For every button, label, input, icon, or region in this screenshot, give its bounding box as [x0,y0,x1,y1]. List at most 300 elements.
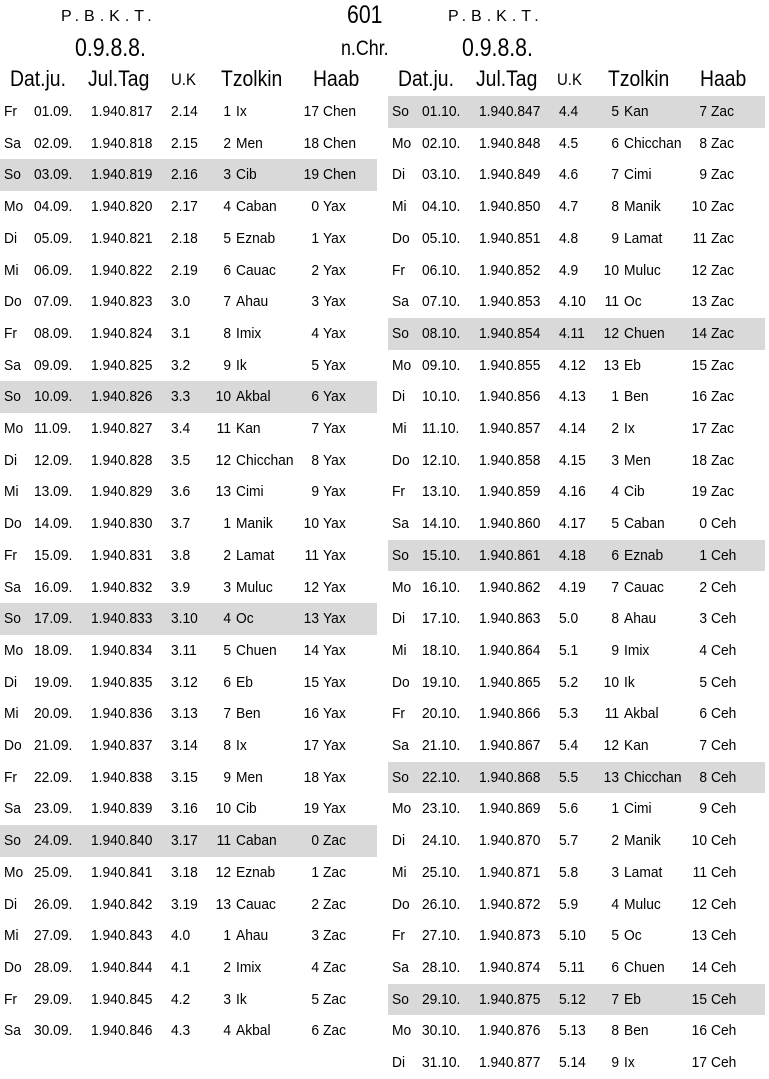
table-row [388,762,765,794]
julian-day-cell: 1.940.872 [479,895,541,913]
table-row [0,1015,377,1047]
haab-name-cell: Ceh [711,737,737,754]
haab-number-cell: 3 [699,610,707,628]
haab-number-cell: 1 [311,863,319,881]
julian-day-cell: 1.940.877 [479,1054,541,1071]
table-row [388,159,765,191]
date-cell: 17.10. [422,610,461,628]
tzolkin-name-cell: Eb [624,990,641,1008]
date-cell: 15.09. [34,546,73,564]
tzolkin-name-cell: Chicchan [624,134,682,152]
right-correlation-version: 0.9.8.8. [462,34,533,62]
tzolkin-name-cell: Oc [624,927,642,945]
date-cell: 08.10. [422,324,461,342]
weekday-cell: So [4,832,21,850]
table-row [388,667,765,699]
weekday-cell: Do [392,451,410,469]
tzolkin-number-cell: 2 [223,958,231,976]
tzolkin-name-cell: Cimi [236,483,264,501]
tzolkin-name-cell: Men [236,768,263,786]
uk-cell: 4.7 [559,198,579,216]
julian-day-cell: 1.940.818 [91,134,153,152]
table-row [388,223,765,255]
header-tzolkin: Tzolkin [608,66,670,91]
table-row [0,381,377,413]
table-row [0,413,377,445]
table-row [388,603,765,635]
haab-name-cell: Zac [323,832,347,850]
weekday-cell: Di [4,229,18,247]
haab-number-cell: 9 [311,483,319,501]
tzolkin-number-cell: 13 [603,356,619,374]
haab-number-cell: 9 [699,800,707,818]
julian-day-cell: 1.940.857 [479,420,541,437]
uk-cell: 5.11 [559,958,585,976]
haab-number-cell: 0 [699,515,707,533]
date-cell: 09.09. [34,356,73,374]
uk-cell: 2.14 [171,103,198,120]
julian-day-cell: 1.940.843 [91,927,153,945]
haab-name-cell: Zac [711,166,735,184]
weekday-cell: Mo [4,863,24,881]
tzolkin-number-cell: 12 [603,737,619,754]
julian-day-cell: 1.940.835 [91,673,153,691]
julian-day-cell: 1.940.846 [91,1022,153,1040]
date-cell: 22.09. [34,768,73,786]
tzolkin-name-cell: Eznab [236,863,276,881]
haab-number-cell: 17 [303,737,319,754]
table-row [0,191,377,223]
haab-name-cell: Ceh [711,641,737,659]
haab-number-cell: 2 [311,261,319,279]
tzolkin-name-cell: Men [236,134,263,152]
table-row [0,350,377,382]
julian-day-cell: 1.940.861 [479,546,541,564]
haab-name-cell: Ceh [711,990,737,1008]
tzolkin-number-cell: 4 [223,610,231,628]
date-cell: 14.09. [34,515,73,533]
weekday-cell: Mo [4,641,24,659]
haab-number-cell: 11 [692,229,707,247]
date-cell: 17.09. [34,610,73,628]
date-cell: 14.10. [422,515,461,533]
haab-number-cell: 19 [303,800,319,818]
tzolkin-name-cell: Muluc [624,895,661,913]
haab-number-cell: 15 [691,356,707,374]
date-cell: 13.09. [34,483,73,501]
tzolkin-number-cell: 10 [603,261,619,279]
table-row [0,920,377,952]
weekday-cell: Di [392,610,406,628]
haab-name-cell: Yax [323,293,346,311]
haab-name-cell: Zac [711,324,735,342]
date-cell: 02.10. [422,134,461,152]
haab-name-cell: Yax [323,800,346,818]
weekday-cell: Mo [392,578,412,596]
uk-cell: 3.3 [171,388,191,406]
haab-name-cell: Ceh [711,768,737,786]
uk-cell: 4.1 [171,958,191,976]
tzolkin-name-cell: Ik [236,356,247,374]
haab-name-cell: Ceh [711,832,737,850]
weekday-cell: Sa [4,800,21,818]
julian-day-cell: 1.940.867 [479,737,541,754]
julian-day-cell: 1.940.873 [479,927,541,945]
date-cell: 31.10. [422,1054,461,1071]
tzolkin-number-cell: 6 [223,673,231,691]
julian-day-cell: 1.940.858 [479,451,541,469]
tzolkin-name-cell: Chuen [624,324,665,342]
table-row [388,730,765,762]
tzolkin-name-cell: Eznab [236,229,276,247]
haab-number-cell: 13 [303,610,319,628]
tzolkin-number-cell: 3 [611,863,619,881]
table-row [388,889,765,921]
tzolkin-number-cell: 1 [611,800,619,818]
weekday-cell: Di [392,388,406,406]
date-cell: 19.10. [422,673,461,691]
haab-number-cell: 17 [691,420,707,437]
julian-day-cell: 1.940.851 [479,229,541,247]
julian-day-cell: 1.940.875 [479,990,541,1008]
tzolkin-number-cell: 2 [223,134,231,152]
date-cell: 30.09. [34,1022,73,1040]
haab-name-cell: Zac [323,990,347,1008]
tzolkin-name-cell: Caban [236,198,277,216]
tzolkin-name-cell: Manik [236,515,273,533]
table-row [388,635,765,667]
haab-name-cell: Zac [711,293,735,311]
haab-name-cell: Chen [323,134,356,152]
date-cell: 02.09. [34,134,73,152]
weekday-cell: So [392,546,409,564]
date-cell: 23.10. [422,800,461,818]
julian-day-cell: 1.940.871 [479,863,541,881]
haab-name-cell: Ceh [711,546,737,564]
uk-cell: 4.11 [559,324,585,342]
weekday-cell: Do [4,293,22,311]
tzolkin-number-cell: 6 [223,261,231,279]
tzolkin-number-cell: 10 [603,673,619,691]
tzolkin-name-cell: Ix [624,420,635,437]
uk-cell: 4.16 [559,483,586,501]
uk-cell: 4.15 [559,451,586,469]
haab-name-cell: Zac [323,863,347,881]
tzolkin-number-cell: 7 [611,990,619,1008]
tzolkin-number-cell: 12 [215,863,231,881]
uk-cell: 4.2 [171,990,191,1008]
haab-number-cell: 15 [303,673,319,691]
tzolkin-name-cell: Lamat [624,229,663,247]
header-uk: U.K [171,70,196,89]
tzolkin-name-cell: Cib [236,800,257,818]
haab-number-cell: 17 [303,103,319,120]
date-cell: 18.09. [34,641,73,659]
table-row [388,920,765,952]
uk-cell: 3.1 [171,324,191,342]
tzolkin-name-cell: Eznab [624,546,664,564]
year-title: 601 [347,1,383,29]
tzolkin-number-cell: 3 [223,990,231,1008]
date-cell: 28.10. [422,958,461,976]
date-cell: 03.09. [34,166,73,184]
date-cell: 11.09. [34,420,72,437]
table-row [0,952,377,984]
tzolkin-number-cell: 3 [611,451,619,469]
weekday-cell: Fr [4,768,18,786]
table-row [388,255,765,287]
table-row [0,445,377,477]
haab-number-cell: 8 [699,768,707,786]
julian-day-cell: 1.940.826 [91,388,153,406]
weekday-cell: Fr [392,705,406,723]
tzolkin-number-cell: 5 [223,641,231,659]
haab-name-cell: Yax [323,515,346,533]
uk-cell: 3.15 [171,768,198,786]
tzolkin-number-cell: 9 [223,768,231,786]
tzolkin-name-cell: Akbal [236,388,271,406]
weekday-cell: Do [4,958,22,976]
julian-day-cell: 1.940.854 [479,324,541,342]
julian-day-cell: 1.940.822 [91,261,153,279]
haab-number-cell: 19 [691,483,707,501]
julian-day-cell: 1.940.853 [479,293,541,311]
tzolkin-name-cell: Ik [236,990,247,1008]
haab-number-cell: 16 [691,388,707,406]
julian-day-cell: 1.940.842 [91,895,153,913]
weekday-cell: Di [4,451,18,469]
table-row [0,223,377,255]
weekday-cell: Mi [392,641,407,659]
haab-name-cell: Zac [711,261,735,279]
tzolkin-name-cell: Ben [236,705,261,723]
weekday-cell: Di [4,895,18,913]
haab-number-cell: 14 [691,958,707,976]
weekday-cell: Mi [4,927,19,945]
date-cell: 21.10. [422,737,461,754]
tzolkin-number-cell: 13 [215,895,231,913]
tzolkin-number-cell: 1 [223,515,231,533]
tzolkin-number-cell: 9 [611,229,619,247]
uk-cell: 5.0 [559,610,579,628]
uk-cell: 5.3 [559,705,579,723]
tzolkin-name-cell: Chicchan [624,768,682,786]
haab-name-cell: Yax [323,705,346,723]
tzolkin-number-cell: 9 [223,356,231,374]
haab-name-cell: Yax [323,673,346,691]
tzolkin-name-cell: Cauac [624,578,664,596]
tzolkin-name-cell: Kan [624,103,649,120]
uk-cell: 5.5 [559,768,579,786]
haab-name-cell: Yax [323,546,346,564]
table-row [388,381,765,413]
table-row [388,128,765,160]
tzolkin-name-cell: Muluc [236,578,273,596]
julian-day-cell: 1.940.866 [479,705,541,723]
tzolkin-number-cell: 3 [223,578,231,596]
table-row [388,1015,765,1047]
table-row [388,508,765,540]
date-cell: 06.09. [34,261,73,279]
date-cell: 04.09. [34,198,73,216]
uk-cell: 2.19 [171,261,198,279]
tzolkin-number-cell: 11 [604,705,619,723]
haab-name-cell: Zac [711,229,735,247]
tzolkin-number-cell: 4 [223,198,231,216]
date-cell: 16.09. [34,578,73,596]
julian-day-cell: 1.940.836 [91,705,153,723]
uk-cell: 2.16 [171,166,198,184]
haab-name-cell: Zac [711,356,735,374]
date-cell: 04.10. [422,198,461,216]
haab-number-cell: 18 [303,768,319,786]
date-cell: 07.10. [422,293,461,311]
uk-cell: 3.10 [171,610,198,628]
julian-day-cell: 1.940.848 [479,134,541,152]
tzolkin-number-cell: 12 [603,324,619,342]
julian-day-cell: 1.940.850 [479,198,541,216]
table-row [0,857,377,889]
uk-cell: 5.13 [559,1022,586,1040]
tzolkin-name-cell: Manik [624,832,661,850]
uk-cell: 5.10 [559,927,586,945]
table-row [0,572,377,604]
date-cell: 20.10. [422,705,461,723]
haab-number-cell: 0 [311,832,319,850]
haab-number-cell: 18 [303,134,319,152]
haab-number-cell: 12 [303,578,319,596]
uk-cell: 5.12 [559,990,586,1008]
haab-name-cell: Yax [323,198,346,216]
julian-day-cell: 1.940.852 [479,261,541,279]
haab-number-cell: 15 [691,990,707,1008]
date-cell: 05.10. [422,229,461,247]
uk-cell: 4.19 [559,578,586,596]
weekday-cell: Di [4,673,18,691]
date-cell: 08.09. [34,324,73,342]
tzolkin-number-cell: 9 [611,641,619,659]
julian-day-cell: 1.940.831 [91,546,153,564]
julian-day-cell: 1.940.859 [479,483,541,501]
weekday-cell: Fr [4,546,18,564]
haab-name-cell: Ceh [711,895,737,913]
uk-cell: 4.3 [171,1022,191,1040]
table-row [0,984,377,1016]
uk-cell: 5.6 [559,800,579,818]
tzolkin-number-cell: 5 [611,515,619,533]
haab-name-cell: Zac [711,451,735,469]
tzolkin-number-cell: 1 [223,927,231,945]
haab-name-cell: Ceh [711,673,737,691]
date-cell: 15.10. [422,546,461,564]
haab-number-cell: 14 [691,324,707,342]
table-row [388,286,765,318]
uk-cell: 2.17 [171,198,198,216]
table-row [388,476,765,508]
table-row [388,413,765,445]
weekday-cell: So [392,990,409,1008]
julian-day-cell: 1.940.824 [91,324,153,342]
weekday-cell: Di [392,832,406,850]
haab-name-cell: Yax [323,610,346,628]
tzolkin-number-cell: 7 [223,293,231,311]
uk-cell: 3.19 [171,895,198,913]
haab-number-cell: 9 [699,166,707,184]
table-row [388,572,765,604]
date-cell: 10.10. [422,388,461,406]
date-cell: 29.09. [34,990,73,1008]
date-cell: 25.09. [34,863,73,881]
uk-cell: 5.2 [559,673,579,691]
haab-name-cell: Ceh [711,515,737,533]
header-julian-day: Jul.Tag [476,66,538,91]
tzolkin-name-cell: Ben [624,388,649,406]
tzolkin-name-cell: Manik [624,198,661,216]
uk-cell: 4.0 [171,927,191,945]
tzolkin-name-cell: Lamat [624,863,663,881]
table-row [388,350,765,382]
weekday-cell: Mi [4,705,19,723]
julian-day-cell: 1.940.833 [91,610,153,628]
julian-day-cell: 1.940.837 [91,737,153,754]
tzolkin-name-cell: Ahau [624,610,657,628]
haab-number-cell: 5 [699,673,707,691]
table-row [0,635,377,667]
date-cell: 01.09. [34,103,73,120]
tzolkin-number-cell: 5 [223,229,231,247]
haab-number-cell: 19 [303,166,319,184]
uk-cell: 3.13 [171,705,198,723]
uk-cell: 5.7 [559,832,579,850]
uk-cell: 3.5 [171,451,191,469]
uk-cell: 3.4 [171,420,191,437]
date-cell: 30.10. [422,1022,461,1040]
tzolkin-name-cell: Ix [236,103,247,120]
haab-name-cell: Yax [323,768,346,786]
date-cell: 07.09. [34,293,73,311]
uk-cell: 2.15 [171,134,198,152]
weekday-cell: So [4,610,21,628]
weekday-cell: So [392,768,409,786]
haab-number-cell: 1 [699,546,707,564]
uk-cell: 3.16 [171,800,198,818]
weekday-cell: Mo [4,198,24,216]
uk-cell: 4.12 [559,356,586,374]
haab-number-cell: 13 [691,293,707,311]
tzolkin-number-cell: 11 [604,293,619,311]
tzolkin-name-cell: Lamat [236,546,275,564]
weekday-cell: Mi [392,198,407,216]
uk-cell: 3.12 [171,673,198,691]
table-row [388,540,765,572]
weekday-cell: Mo [4,420,24,437]
haab-number-cell: 4 [311,958,319,976]
uk-cell: 4.13 [559,388,586,406]
julian-day-cell: 1.940.864 [479,641,541,659]
haab-number-cell: 0 [311,198,319,216]
uk-cell: 4.14 [559,420,586,437]
tzolkin-number-cell: 6 [611,958,619,976]
table-row [388,96,765,128]
weekday-cell: Do [392,895,410,913]
uk-cell: 4.6 [559,166,579,184]
tzolkin-name-cell: Eb [624,356,641,374]
tzolkin-name-cell: Ahau [236,927,269,945]
date-cell: 21.09. [34,737,73,754]
header-date: Dat.ju. [10,66,66,91]
tzolkin-name-cell: Eb [236,673,253,691]
haab-name-cell: Ceh [711,705,737,723]
